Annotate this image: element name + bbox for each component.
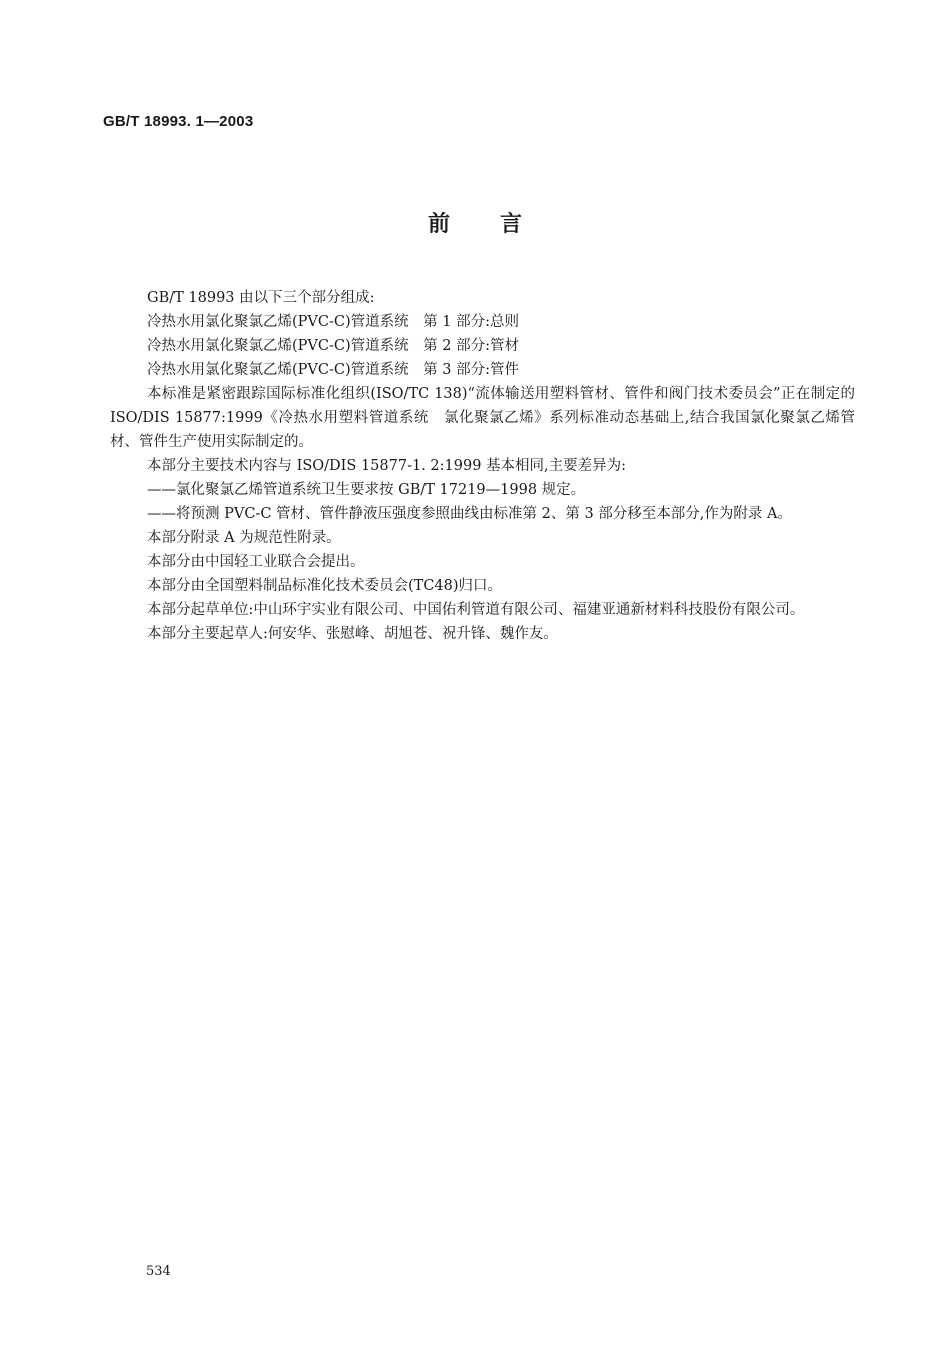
foreword-body xyxy=(110,286,855,646)
paragraph-drafting-units: 本部分起草单位:中山环宇实业有限公司、中国佑利管道有限公司、福建亚通新材料科技股份有限公司。 xyxy=(147,602,805,618)
paragraph-drafters: 本部分主要起草人:何安华、张慰峰、胡旭苍、祝升锋、魏作友。 xyxy=(147,626,558,642)
paragraph-basis: 本标准是紧密跟踪国际标准化组织(ISO/TC 138)“流体输送用塑料管材、管件和阀门技术委员会”正在制定的 ISO/DIS 15877:1999《冷热水用塑料管道系统 氯化聚氯乙烯》系列标准动态基础上,结合我国氯化聚氯乙烯管材、管件生产使用实际制定的。 xyxy=(110,386,855,450)
difference-item-2: ——将预测 PVC-C 管材、管件静液压强度参照曲线由标准第 2、第 3 部分移至本部分,作为附录 A。 xyxy=(147,506,792,522)
paragraph-differences-intro: 本部分主要技术内容与 ISO/DIS 15877-1. 2:1999 基本相同,主要差异为: xyxy=(147,458,627,474)
paragraph-annex: 本部分附录 A 为规范性附录。 xyxy=(147,530,341,546)
paragraph-part-2: 冷热水用氯化聚氯乙烯(PVC-C)管道系统 第 2 部分:管材 xyxy=(147,338,519,354)
standard-code: GB/T 18993. 1—2003 xyxy=(103,113,254,130)
paragraph-part-3: 冷热水用氯化聚氯乙烯(PVC-C)管道系统 第 3 部分:管件 xyxy=(147,362,519,378)
title-char-1: 前 xyxy=(427,212,450,237)
difference-item-1: ——氯化聚氯乙烯管道系统卫生要求按 GB/T 17219—1998 规定。 xyxy=(147,482,586,498)
page-title xyxy=(0,207,950,238)
page-number: 534 xyxy=(146,1264,171,1279)
paragraph-intro: GB/T 18993 由以下三个部分组成: xyxy=(147,290,375,306)
paragraph-administered-by: 本部分由全国塑料制品标准化技术委员会(TC48)归口。 xyxy=(147,578,503,594)
paragraph-proposed-by: 本部分由中国轻工业联合会提出。 xyxy=(147,554,365,570)
paragraph-part-1: 冷热水用氯化聚氯乙烯(PVC-C)管道系统 第 1 部分:总则 xyxy=(147,314,519,330)
title-char-2: 言 xyxy=(500,212,523,237)
